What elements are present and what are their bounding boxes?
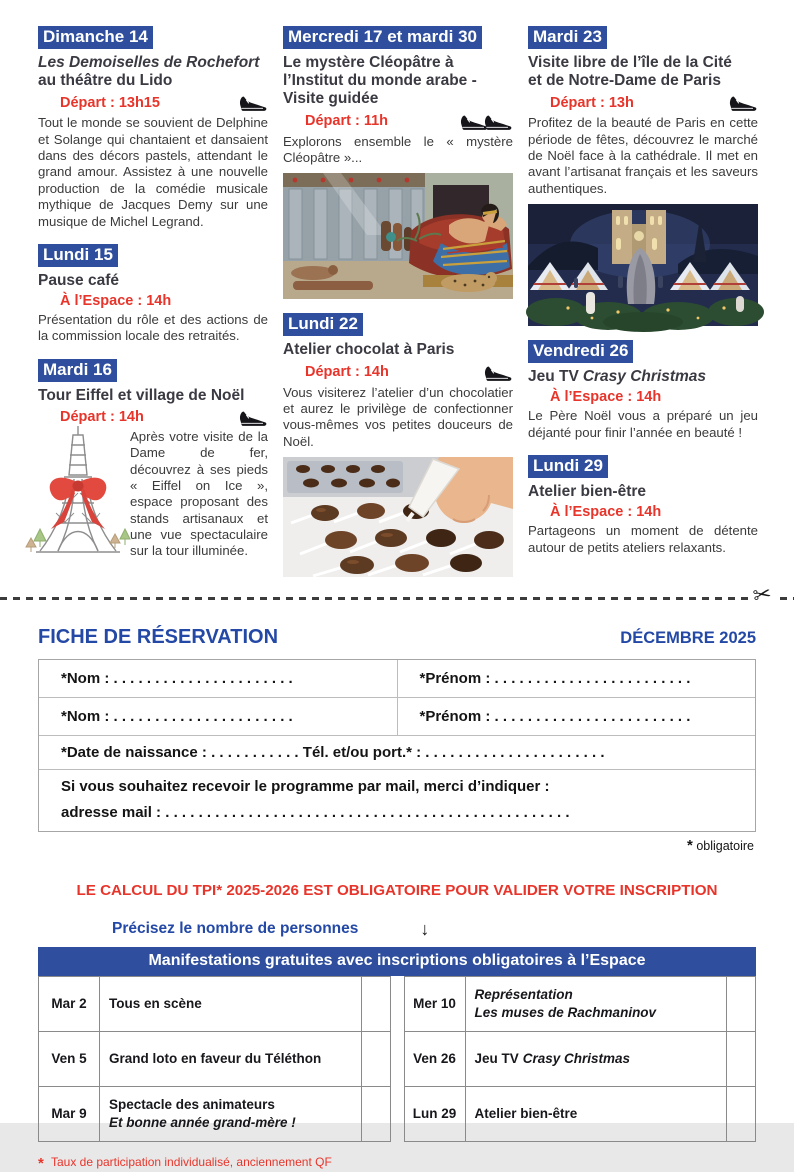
event-line1-italic: Crasy Christmas (522, 1051, 631, 1067)
email-intro: Si vous souhaitez recevoir le programme par mail, merci d’indiquer : (61, 777, 550, 795)
event-description: Après votre visite de la Dame de fer, découvrez à ses pieds « Eiffel on Ice », espace proposant des stands artisanaux et une vue spectaculaire sur la tour illuminée. (130, 428, 268, 559)
event-title-prefix: Jeu TV (528, 368, 579, 386)
prenom-label: *Prénom : (419, 707, 491, 725)
prenom-dotted-line: . . . . . . . . . . . . . . . . . . . . . . . . (494, 707, 691, 725)
event-title: Tour Eiffel et village de Noël (38, 386, 245, 404)
event-title-line2: au théâtre du Lido (38, 72, 173, 90)
birthdate-label: *Date de naissance : (61, 743, 207, 761)
event-title (528, 54, 758, 91)
event-title (528, 368, 758, 386)
scissors-icon: ✂ (748, 582, 776, 608)
date-cell: Mar 9 (39, 1086, 100, 1141)
events-table-right (404, 976, 757, 1142)
prenom-label: *Prénom : (419, 669, 491, 687)
day-badge: Lundi 29 (528, 455, 608, 478)
form-row-name-2 (39, 698, 755, 736)
event-line2: Les muses de Rachmaninov (474, 1004, 657, 1020)
sneaker-icon (483, 112, 513, 131)
email-label: adresse mail : (61, 803, 162, 821)
day-badge: Dimanche 14 (38, 26, 153, 49)
event-mardi-16 (38, 359, 268, 573)
reservation-header (38, 626, 756, 649)
time-row (528, 504, 758, 520)
event-mardi-23 (528, 26, 758, 326)
event-vendredi-26 (528, 340, 758, 441)
reservation-month: DÉCEMBRE 2025 (620, 628, 756, 647)
notredame-christmas-market-photo (528, 204, 758, 326)
day-badge: Lundi 22 (283, 313, 363, 336)
event-lundi-15 (38, 244, 268, 345)
tables-gap (391, 976, 404, 1142)
day-badge: Mardi 16 (38, 359, 117, 382)
table-row (404, 976, 756, 1031)
event-title: Le mystère Cléopâtre à l’Institut du monde arabe - Visite guidée (283, 53, 477, 108)
event-title-line1: Les Demoiselles de Rochefort (38, 53, 260, 71)
date-cell: Ven 5 (39, 1031, 100, 1086)
venue-time: À l’Espace : 14h (550, 389, 662, 406)
eiffel-tower-illustration (26, 423, 130, 573)
time-row (528, 93, 758, 112)
sneaker-icon (728, 93, 758, 112)
table-row (39, 1086, 391, 1141)
program-column-2 (283, 26, 513, 591)
events-banner: Manifestations gratuites avec inscriptions obligatoires à l’Espace (38, 947, 756, 976)
event-title: Pause café (38, 271, 119, 289)
departure-time: Départ : 13h (550, 94, 634, 111)
count-cell (361, 976, 390, 1031)
birthdate-dotted-line: . . . . . . . . . . . (211, 743, 299, 761)
reservation-title: FICHE DE RÉSERVATION (38, 625, 279, 648)
event-mercredi-17-mardi-30 (283, 26, 513, 299)
time-row (38, 93, 268, 112)
persons-count-label: Précisez le nombre de personnes (112, 920, 359, 938)
departure-time: Départ : 11h (305, 113, 388, 130)
program-column-1 (38, 26, 268, 591)
event-description: Vous visiterez l’atelier d’un chocolatier et aurez le privilège de confectionner vous-mêmes vos petites douceurs de Noël. (283, 384, 513, 449)
sneaker-icon (483, 363, 513, 382)
event-cell: Atelier bien-être (465, 1086, 727, 1141)
sneaker-icon (238, 93, 268, 112)
count-cell (727, 976, 756, 1031)
date-cell: Ven 26 (404, 1031, 465, 1086)
time-row (283, 363, 513, 382)
day-badge: Lundi 15 (38, 244, 118, 267)
nom-label: *Nom : (61, 707, 110, 725)
eiffel-section (38, 429, 268, 573)
date-cell: Mar 2 (39, 976, 100, 1031)
form-row-birthdate-phone (39, 736, 755, 770)
event-line2: Et bonne année grand-mère ! (109, 1114, 296, 1130)
event-title-line2: et de Notre-Dame de Paris (528, 72, 721, 90)
tpi-notice: LE CALCUL DU TPI* 2025-2026 EST OBLIGATOIRE POUR VALIDER VOTRE INSCRIPTION (76, 881, 718, 899)
table-row (404, 1086, 756, 1141)
cleopatra-painting-photo (283, 173, 513, 299)
day-badge: Mardi 23 (528, 26, 607, 49)
event-description: Tout le monde se souvient de Delphine et Solange qui chantaient et dansaient dans des décors pastels, attendant le grand amour. Assistez à une nouvelle production de la comédie musicale mythique de Jacques Demy sur une musique de Michel Legrand. (38, 115, 268, 229)
venue-time: À l’Espace : 14h (60, 293, 172, 310)
event-title (38, 54, 268, 91)
count-cell (727, 1031, 756, 1086)
nom-field-2 (39, 698, 398, 735)
email-dotted-line: . . . . . . . . . . . . . . . . . . . . . . . . . . . . . . . . . . . . . . . . . . . . . . . . . (165, 803, 570, 821)
events-table-left (38, 976, 391, 1142)
event-title-italic: Crasy Christmas (582, 368, 707, 386)
event-title: Atelier bien-être (528, 482, 647, 500)
event-cell (100, 1086, 362, 1141)
required-text: obligatoire (696, 838, 754, 853)
event-line1: Spectacle des animateurs (109, 1097, 275, 1113)
count-cell (361, 1086, 390, 1141)
required-star: * (686, 836, 693, 854)
cut-line (0, 580, 794, 609)
nom-field-1 (39, 660, 398, 697)
reservation-form (38, 659, 756, 832)
date-cell: Lun 29 (404, 1086, 465, 1141)
prenom-dotted-line: . . . . . . . . . . . . . . . . . . . . . . . . (494, 669, 691, 687)
sneaker-icon (238, 408, 268, 427)
footnote-text: Taux de participation individualisé, anciennement QF (50, 1154, 332, 1169)
form-row-email (39, 770, 755, 831)
event-cell: Grand loto en faveur du Téléthon (100, 1031, 362, 1086)
table-row (404, 1031, 756, 1086)
table-row (39, 976, 391, 1031)
form-row-name-1 (39, 660, 755, 698)
program-column-3 (528, 26, 758, 591)
prenom-field-2 (398, 698, 756, 735)
venue-time: À l’Espace : 14h (550, 504, 662, 521)
email-line (61, 804, 749, 821)
chocolate-workshop-photo (283, 457, 513, 577)
event-line1: Jeu TV (474, 1051, 519, 1067)
event-description: Partageons un moment de détente autour de petits ateliers relaxants. (528, 523, 758, 555)
event-cell (465, 1031, 727, 1086)
event-lundi-29 (528, 455, 758, 556)
event-dimanche-14 (38, 26, 268, 230)
departure-time: Départ : 14h (305, 364, 389, 381)
event-cell: Tous en scène (100, 976, 362, 1031)
event-description: Profitez de la beauté de Paris en cette période de fêtes, découvrez le marché de Noël face à la cathédrale. Il met en avant l’artisanat français et les saveurs authentiques. (528, 115, 758, 196)
event-description: Le Père Noël vous a préparé un jeu déjanté pour finir l’année en beauté ! (528, 408, 758, 440)
required-note (40, 837, 754, 854)
time-row (283, 112, 513, 131)
event-title-line1: Visite libre de l’île de la Cité (528, 53, 732, 71)
day-badge: Mercredi 17 et mardi 30 (283, 26, 482, 49)
count-cell (727, 1086, 756, 1141)
departure-time: Départ : 14h (60, 409, 144, 426)
time-row (528, 389, 758, 405)
events-tables (38, 976, 756, 1142)
nom-dotted-line: . . . . . . . . . . . . . . . . . . . . . . (113, 707, 293, 725)
event-title: Atelier chocolat à Paris (283, 341, 455, 359)
phone-dotted-line: . . . . . . . . . . . . . . . . . . . . . . (425, 743, 605, 761)
prenom-field-1 (398, 660, 756, 697)
event-line1: Représentation (474, 987, 573, 1003)
nom-dotted-line: . . . . . . . . . . . . . . . . . . . . . . (113, 669, 293, 687)
tpi-footnote (38, 1155, 756, 1172)
footnote-star: * (38, 1154, 44, 1172)
phone-label: Tél. et/ou port.* : (302, 743, 422, 761)
event-cell (465, 976, 727, 1031)
departure-time: Départ : 13h15 (60, 94, 160, 111)
down-arrow-icon: ↓ (420, 918, 430, 939)
event-lundi-22 (283, 313, 513, 577)
event-description: Explorons ensemble le « mystère Cléopâtre »... (283, 133, 513, 166)
event-description: Présentation du rôle et des actions de la commission locale des retraités. (38, 312, 268, 344)
date-cell: Mer 10 (404, 976, 465, 1031)
count-cell (361, 1031, 390, 1086)
nom-label: *Nom : (61, 669, 110, 687)
time-row (38, 293, 268, 309)
persons-count-row (112, 919, 794, 940)
table-row (39, 1031, 391, 1086)
day-badge: Vendredi 26 (528, 340, 633, 363)
